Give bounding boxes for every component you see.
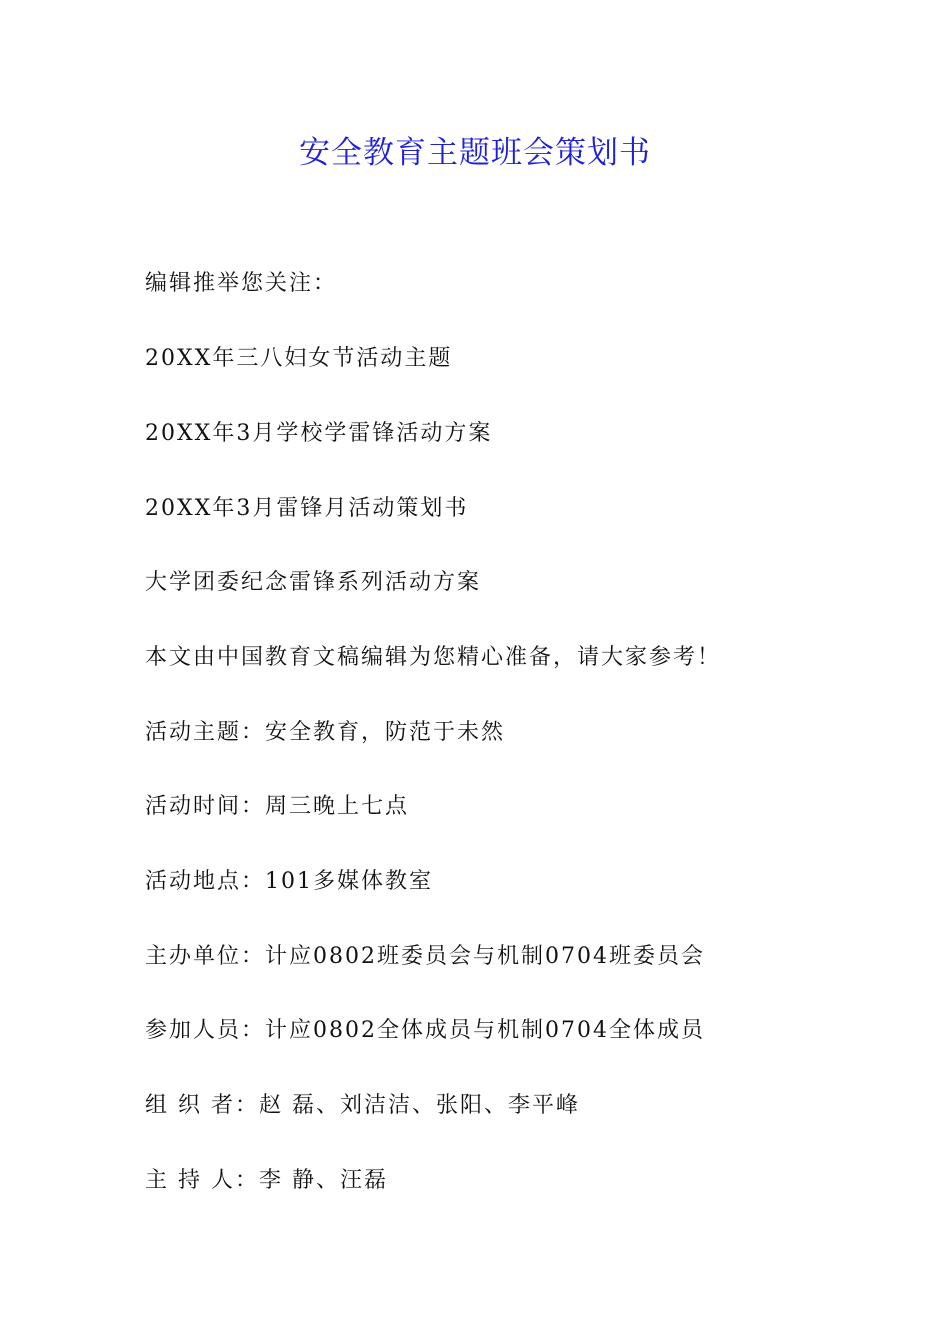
organizing-units: 主办单位：计应0802班委员会与机制0704班委员会 xyxy=(145,944,705,969)
recommended-link-3: 20XX年3月雷锋月活动策划书 xyxy=(145,496,469,521)
recommend-heading: 编辑推举您关注： xyxy=(145,271,338,296)
recommended-link-1: 20XX年三八妇女节活动主题 xyxy=(145,346,453,371)
activity-theme: 活动主题：安全教育，防范于未然 xyxy=(145,720,506,745)
hosts: 主 持 人：李 静、汪磊 xyxy=(145,1168,388,1193)
editor-note: 本文由中国教育文稿编辑为您精心准备，请大家参考！ xyxy=(145,645,722,670)
document-title: 安全教育主题班会策划书 xyxy=(299,135,651,171)
participants: 参加人员：计应0802全体成员与机制0704全体成员 xyxy=(145,1018,705,1043)
recommended-link-2: 20XX年3月学校学雷锋活动方案 xyxy=(145,421,493,446)
activity-time: 活动时间：周三晚上七点 xyxy=(145,794,410,819)
recommended-link-4: 大学团委纪念雷锋系列活动方案 xyxy=(145,570,482,595)
organizers: 组 织 者：赵 磊、刘洁洁、张阳、李平峰 xyxy=(145,1093,580,1118)
activity-location: 活动地点：101多媒体教室 xyxy=(145,869,433,894)
